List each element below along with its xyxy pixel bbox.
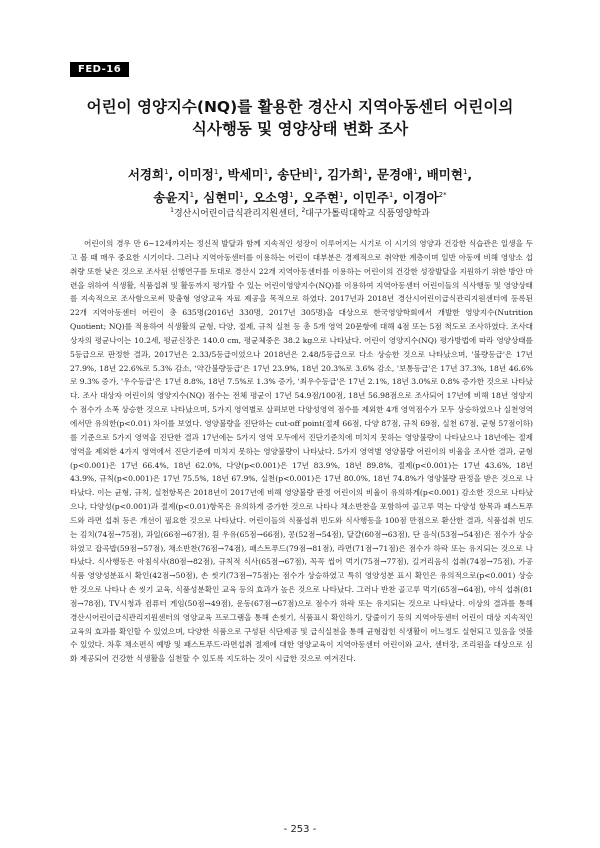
author-affiliation-marker: 1 bbox=[263, 168, 269, 176]
paper-title bbox=[40, 96, 560, 140]
author-affiliation-marker: 1 bbox=[313, 168, 318, 176]
author-name: 오소영 bbox=[252, 190, 290, 206]
affiliations bbox=[60, 206, 540, 219]
author-name: 이미정 bbox=[177, 167, 214, 183]
affiliation-2-marker: 2 bbox=[301, 207, 306, 214]
title-line-1: 어린이 영양지수(NQ)를 활용한 경산시 지역아동센터 어린이의 bbox=[86, 98, 514, 116]
author bbox=[303, 190, 344, 205]
affiliation-1: 경산시어린이급식관리지원센터, bbox=[173, 209, 299, 219]
author bbox=[178, 167, 219, 182]
author bbox=[377, 167, 418, 182]
author-name: 문경애 bbox=[376, 167, 414, 183]
author-name: 이경아 bbox=[402, 190, 439, 206]
author-name: 송단비 bbox=[277, 167, 314, 183]
author-affiliation-marker: 1 bbox=[213, 168, 219, 176]
author-affiliation-marker: 1 bbox=[239, 191, 244, 200]
author-affiliation-marker: 1 bbox=[339, 191, 344, 200]
abstract-body bbox=[70, 237, 533, 666]
author-affiliation-marker: 1 bbox=[289, 191, 294, 200]
author-name: 김가희 bbox=[327, 167, 364, 183]
author-affiliation-marker: 1 bbox=[462, 168, 468, 176]
author-name: 박세미 bbox=[227, 167, 264, 183]
author bbox=[128, 167, 169, 182]
author-affiliation-marker: 1 bbox=[164, 168, 169, 176]
affiliation-1-marker: 1 bbox=[170, 207, 174, 214]
author bbox=[402, 190, 446, 205]
abstract-paragraph: 어린이의 경우 만 6~12세까지는 정신적 발달과 함께 지속적인 성장이 이루어지는 시기로 이 시기의 영양과 건강한 식습관은 일생을 두고 볼 때 매우 중요한 시기이다. 그러나 지역아동센터를 이용하는 어린이 대부분은 경제적으로 취약한 계층이며 일반 아동에 비해 영양소 섭취량 또한 낮은 것으로 조사된 선행연구를 토대로 경산시 22개 지역아동센터를 이용하는 어린이의 건강한 성장발달을 지원하기 위한 방안 마련을 위하여 식생활, 식품섭취 및 활동까지 평가할 수 있는 어린이영양지수(NQ)를 이용하여 지역아동센터 어린이들의 식사행동 및 영양상태를 지속적으로 조사함으로써 맞춤형 영양교육 자료 제공을 목적으로 하였다. 2017년과 2018년 경산시어린이급식관리지원센터에 등록된 22개 지역아동센터 어린이 총 635명(2016년 330명, 2017년 305명)을 대상으로 한국영양학회에서 개발한 영양지수(Nutrition Quotient; NQ)를 적용하여 식생활의 균형, 다양, 절제, 규칙 실천 등 총 5개 영역 20문항에 대해 4점 또는 5점 척도로 조사하였다. 조사대상자의 평균나이는 10.2세, 평균신장은 140.0 cm, 평균체중은 38.2 kg으로 나타났다. 어린이 영양지수(NQ) 평가방법에 따라 영양상태를 5등급으로 판정한 결과, 2017년은 2.33/5등급이었으나 2018년은 2.48/5등급으로 다소 상승한 것으로 나타났으며, '불량등급'은 17년 27.9%, 18년 22.6%로 5.3% 감소, '약간불량등급'은 17년 23.9%, 18년 20.3%로 3.6% 감소, '보통등급'은 17년 37.3%, 18년 46.6%로 9.3% 증가, '우수등급'은 17년 8.8%, 18년 7.5%로 1.3% 증가, '최우수등급'은 17년 2.1%, 18년 3.0%로 0.8% 증가한 것으로 나타났다. 조사 대상자 어린이의 영양지수(NQ) 점수는 전체 평균이 17년 54.9점/100점, 18년 56.98점으로 조사되어 17년에 비해 18년 영양지수 점수가 소폭 상승한 것으로 나타났으며, 5가지 영역별로 살펴보면 다양성영역 점수를 제외한 4개 영역점수가 모두 상승하였으나 실천영역에서만 유의한(p<0.01) 차이를 보였다. 영양불량을 진단하는 cut-off point(절제 66점, 다양 87점, 규칙 69점, 실천 67점, 균형 57점이하)를 기준으로 5가지 영역을 진단한 결과 17년에는 5가지 영역 모두에서 진단기준치에 미치지 못하는 영양불량이 나타났으나 18년에는 절제영역을 제외한 4가지 영역에서 진단기준에 미치지 못하는 영양불량이 나타났다. 5가지 영역별 영양불량 어린이의 비율을 조사한 결과, 균형(p<0.001)은 17년 66.4%, 18년 62.0%, 다양(p<0.001)은 17년 83.9%, 18년 89.8%, 절제(p<0.001)는 17년 43.6%, 18년 43.9%, 규칙(p<0.001)은 17년 75.5%, 18년 67.9%, 실천(p<0.001)은 17년 80.0%, 18년 74.8%가 영양불량 판정을 받은 것으로 나타났다. 이는 균형, 규칙, 실천항목은 2018년이 2017년에 비해 영양불량 판정 어린이의 비율이 유의하게(p<0.001) 감소한 것으로 나타났으나, 다양성(p<0.001)과 절제(p<0.01)항목은 유의하게 증가한 것으로 나타나 채소반찬을 포함하여 골고루 먹는 다양성 항목과 패스트푸드와 라면 섭취 등은 개선이 필요한 것으로 나타났다. 어린이들의 식품섭취 빈도와 식사행동을 100점 만점으로 환산한 결과, 식품섭취 빈도는 김치(74점→75점), 과일(66점→67점), 흰 우유(65점→66점), 콩(52점→54점), 달걀(60점→63점), 단 음식(53점→54점)은 점수가 상승하였고 잡곡밥(59점→57점), 채소반찬(76점→74점), 패스트푸드(79점→81점), 라면(71점→71점)은 점수가 하락 또는 유지되는 것으로 나타났다. 식사행동은 아침식사(80점→82점), 규칙적 식사(65점→67점), 꼭꼭 씹어 먹기(75점→77점), 길거리음식 섭취(74점→75점), 가공식품 영양성분표시 확인(42점→50점), 손 씻기(73점→75점)는 점수가 상승하였고 특히 영양성분 표시 확인은 유의적으로(p<0.001) 상승한 것으로 나타나 손 씻기 교육, 식품성분확인 교육 등의 효과가 높은 것으로 나타났다. 그러나 반찬 골고루 먹기(65점→64점), 야식 섭취(81점→78점), TV시청과 컴퓨터 게임(50점→49점), 운동(67점→67점)으로 점수가 하락 또는 유지되는 것으로 나타났다. 이상의 결과를 통해 경산시어린이급식관리지원센터의 영양교육 프로그램을 통해 손씻기, 식품표시 확인하기, 당줄이기 등의 지역아동센터 어린이 대상 지속적인 교육의 효과를 확인할 수 있었으며, 다양한 식품으로 구성된 식단제공 및 급식실천을 통해 균형잡힌 식생활이 어느정도 실현되고 있음을 엿볼 수 있었다. 차후 채소편식 예방 및 패스트푸드·라면섭취 절제에 대한 영양교육이 지역아동센터 어린이와 교사, 센터장, 조리원을 대상으로 심화 제공되어 건강한 식생활을 실천할 수 있도록 지도하는 것이 시급한 것으로 여겨진다. bbox=[70, 239, 533, 664]
author bbox=[153, 190, 194, 205]
author bbox=[427, 167, 468, 182]
session-tag: FED-16 bbox=[70, 62, 129, 77]
author-affiliation-marker: 2* bbox=[438, 191, 447, 200]
author-name: 배미현 bbox=[426, 167, 463, 183]
author-affiliation-marker: 1 bbox=[413, 168, 418, 176]
author bbox=[253, 190, 294, 205]
author-line-1: 서경희$^1$, 이미정$^1$, 박세미$^1$, 송단비$^1$, 김가희$^1$, 문경애$^1$, 배미현$^1$, bbox=[127, 167, 473, 183]
author-name: 이민주 bbox=[352, 190, 389, 206]
author-name: 심현미 bbox=[203, 190, 240, 206]
affiliation-2: 대구가톨릭대학교 식품영양학과 bbox=[305, 209, 430, 219]
author-affiliation-marker: 1 bbox=[363, 168, 368, 176]
author-name: 송윤지 bbox=[153, 190, 190, 206]
author bbox=[203, 190, 244, 205]
page-number: - 253 - bbox=[283, 824, 317, 835]
author bbox=[277, 167, 318, 182]
author-name: 서경희 bbox=[127, 167, 165, 183]
author bbox=[227, 167, 268, 182]
author-affiliation-marker: 1 bbox=[189, 191, 195, 200]
title-line-2: 식사행동 및 영양상태 변화 조사 bbox=[191, 120, 409, 138]
author bbox=[327, 167, 368, 182]
author bbox=[353, 190, 394, 205]
author-name: 오주현 bbox=[302, 190, 340, 206]
author-line-2: 송윤지$^1$, 심현미$^1$, 오소영$^1$, 오주현$^1$, 이민주$^1$, 이경아$^{2*}$ bbox=[153, 190, 447, 206]
author-affiliation-marker: 1 bbox=[388, 191, 394, 200]
author-list bbox=[60, 162, 540, 208]
